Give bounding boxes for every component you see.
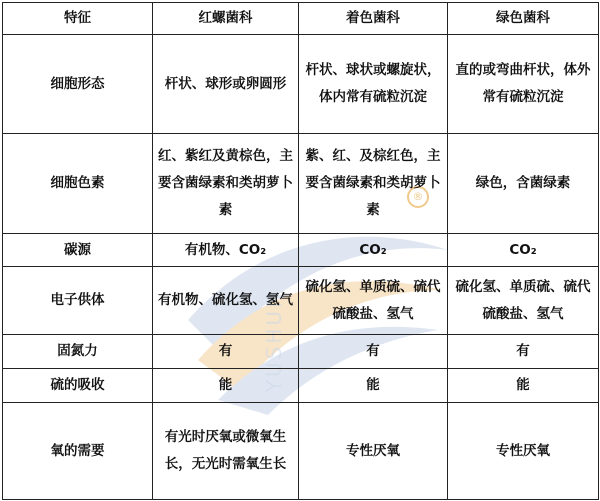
- table-cell: 硫化氢、单质硫、硫代硫酸盐、氢气: [448, 267, 599, 335]
- table-row: [3, 335, 599, 369]
- table-cell: 有光时厌氧或微氧生长，无光时需氧生长: [153, 403, 299, 500]
- table-row: [3, 234, 599, 267]
- header-cell-chlorobiaceae: 绿色菌科: [448, 3, 599, 35]
- row-label-cell-pigment: 细胞色素: [3, 134, 153, 234]
- comparison-table: [2, 2, 599, 500]
- table-cell: CO₂: [448, 234, 599, 267]
- watermark-brand-text: YUSHUN: [262, 290, 286, 393]
- table-row: [3, 35, 599, 134]
- table-cell: 有: [299, 335, 448, 369]
- table-cell: 能: [153, 369, 299, 403]
- row-label-cell-electron-donor: 电子供体: [3, 267, 153, 335]
- row-label-cell-morphology: 细胞形态: [3, 35, 153, 134]
- table-cell: 硫化氢、单质硫、硫代硫酸盐、氢气: [299, 267, 448, 335]
- table-cell: 有机物、CO₂: [153, 234, 299, 267]
- table-cell: 有: [448, 335, 599, 369]
- table-cell: 绿色，含菌绿素: [448, 134, 599, 234]
- table-row: [3, 267, 599, 335]
- table-cell: 能: [448, 369, 599, 403]
- row-label-cell-oxygen-requirement: 氧的需要: [3, 403, 153, 500]
- row-label-cell-sulfur-uptake: 硫的吸收: [3, 369, 153, 403]
- table-row: [3, 369, 599, 403]
- row-label-cell-carbon-source: 碳源: [3, 234, 153, 267]
- table-row: [3, 403, 599, 500]
- header-cell-feature: 特征: [3, 3, 153, 35]
- table-cell: 能: [299, 369, 448, 403]
- table-cell: 有机物、硫化氢、氢气: [153, 267, 299, 335]
- table-cell: 红、紫红及黄棕色，主要含菌绿素和类胡萝卜素: [153, 134, 299, 234]
- table-cell: CO₂: [299, 234, 448, 267]
- table-header-row: [3, 3, 599, 35]
- table-cell: 有: [153, 335, 299, 369]
- table-cell: 杆状、球状或螺旋状，体内常有硫粒沉淀: [299, 35, 448, 134]
- table-cell: 专性厌氧: [299, 403, 448, 500]
- registered-mark-icon: ®: [407, 186, 429, 208]
- row-label-cell-nitrogen-fixation: 固氮力: [3, 335, 153, 369]
- header-cell-rhodospirillaceae: 红螺菌科: [153, 3, 299, 35]
- table-cell: 专性厌氧: [448, 403, 599, 500]
- table-cell: 杆状、球形或卵圆形: [153, 35, 299, 134]
- header-cell-chromatiaceae: 着色菌科: [299, 3, 448, 35]
- table-cell: 紫、红、及棕红色，主要含菌绿素和类胡萝卜素: [299, 134, 448, 234]
- table-cell: 直的或弯曲杆状，体外常有硫粒沉淀: [448, 35, 599, 134]
- table-row: [3, 134, 599, 234]
